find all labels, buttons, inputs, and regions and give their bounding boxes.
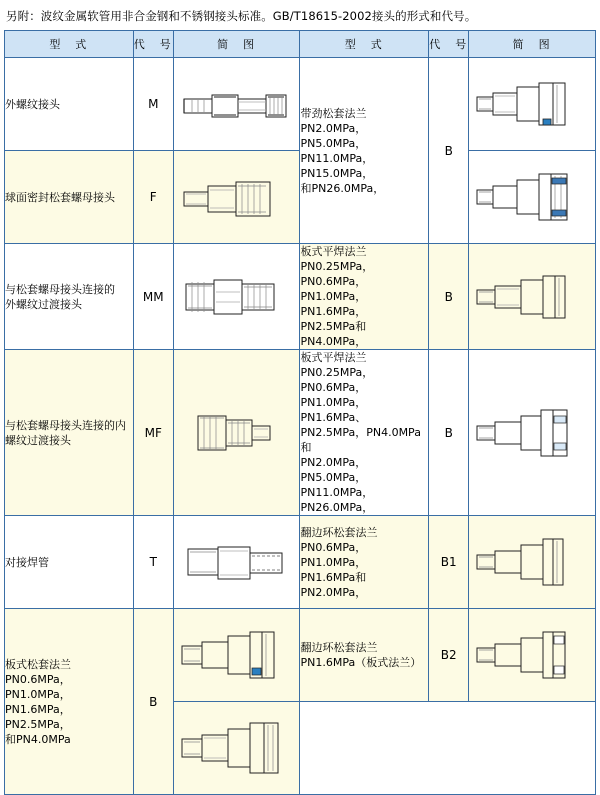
right-code-4: B2 [429, 609, 469, 702]
left-name-4: 对接焊管 [5, 516, 134, 609]
right-code-1: B [429, 244, 469, 350]
left-code-0: M [133, 58, 173, 151]
right-name-1: 板式平焊法兰 PN0.25MPa，PN0.6MPa， PN1.0MPa，PN1.6MPa， PN2.5MPa和PN4.0MPa， [300, 244, 429, 350]
header-figure-right: 简 图 [469, 31, 596, 58]
right-code-3: B1 [429, 516, 469, 609]
left-code-5: B [133, 609, 173, 795]
header-figure-left: 简 图 [173, 31, 300, 58]
table-row [5, 516, 596, 609]
right-code-2: B [429, 350, 469, 516]
right-figure-4 [469, 609, 596, 702]
left-figure-1 [173, 151, 300, 244]
plate-loose-flange-icon [174, 620, 300, 690]
table-row [5, 609, 596, 702]
right-figure-0a [469, 58, 596, 151]
lap-joint-flange-2-icon [469, 620, 595, 690]
header-type-left: 型 式 [5, 31, 134, 58]
lap-joint-flange-1-icon [469, 527, 595, 597]
right-figure-0b [469, 151, 596, 244]
right-name-2: 板式平焊法兰 PN0.25MPa，PN0.6MPa， PN1.0MPa，PN1.6MPa、 PN2.5MPa，PN4.0MPa和 PN2.0MPa，PN5.0MPa， PN11.0MPa，PN26.0MPa， [300, 350, 429, 516]
header-code-left: 代 号 [133, 31, 173, 58]
left-figure-4 [173, 516, 300, 609]
left-figure-5b [173, 702, 300, 795]
left-code-2: MM [133, 244, 173, 350]
left-figure-0 [173, 58, 300, 151]
table-row [5, 244, 596, 350]
left-code-4: T [133, 516, 173, 609]
right-figure-3 [469, 516, 596, 609]
left-name-0: 外螺纹接头 [5, 58, 134, 151]
female-transition-fitting-icon [174, 398, 300, 468]
male-transition-fitting-icon [174, 262, 300, 332]
table-row [5, 350, 596, 516]
plate-slip-on-flange-2-icon [469, 398, 595, 468]
left-name-5: 板式松套法兰 PN0.6MPa，PN1.0MPa， PN1.6MPa，PN2.5MPa， 和PN4.0MPa [5, 609, 134, 795]
fittings-table [4, 30, 596, 795]
right-figure-1 [469, 244, 596, 350]
right-name-4: 翻边环松套法兰 PN1.6MPa（板式法兰） [300, 609, 429, 702]
left-code-3: MF [133, 350, 173, 516]
table-header-row [5, 31, 596, 58]
right-filler [300, 702, 596, 795]
ribbed-loose-flange-icon-2 [469, 162, 595, 232]
plate-slip-on-flange-1-icon [469, 262, 595, 332]
left-name-3: 与松套螺母接头连接的内 螺纹过渡接头 [5, 350, 134, 516]
left-name-2: 与松套螺母接头连接的 外螺纹过渡接头 [5, 244, 134, 350]
plate-loose-flange-icon-2 [174, 713, 300, 783]
right-name-0: 带劲松套法兰 PN2.0MPa，PN5.0MPa， PN11.0MPa，PN15.0MPa， 和PN26.0MPa， [300, 58, 429, 244]
left-figure-2 [173, 244, 300, 350]
butt-weld-pipe-icon [174, 527, 300, 597]
left-code-1: F [133, 151, 173, 244]
right-code-0: B [429, 58, 469, 244]
page-caption: 另附：波纹金属软管用非合金钢和不锈钢接头标准。GB/T18615-2002接头的形式和代号。 [6, 9, 477, 23]
left-figure-3 [173, 350, 300, 516]
right-name-3: 翻边环松套法兰 PN0.6MPa，PN1.0MPa， PN1.6MPa和PN2.0MPa， [300, 516, 429, 609]
table-row [5, 58, 596, 151]
left-name-1: 球面密封松套螺母接头 [5, 151, 134, 244]
header-code-right: 代 号 [429, 31, 469, 58]
ribbed-loose-flange-icon [469, 69, 595, 139]
spherical-seal-union-nut-icon [174, 162, 300, 232]
male-thread-fitting-icon [174, 69, 300, 139]
header-type-right: 型 式 [300, 31, 429, 58]
left-figure-5a [173, 609, 300, 702]
right-figure-2 [469, 350, 596, 516]
